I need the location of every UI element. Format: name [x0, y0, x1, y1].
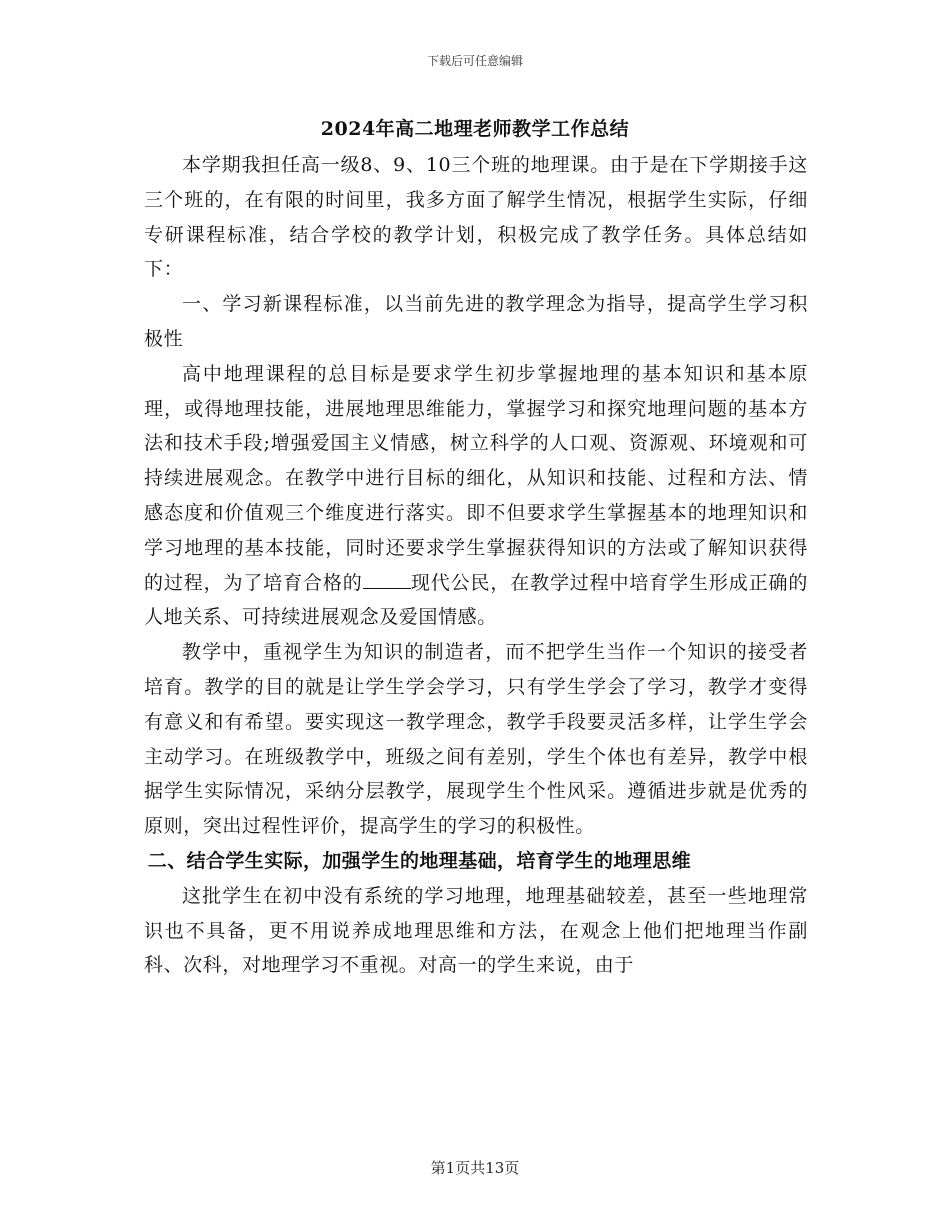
- section-heading-2: [144, 844, 808, 879]
- paragraph-student-situation-text: 这批学生在初中没有系统的学习地理，地理基础较差，甚至一些地理常识也不具备，更不用说养成地理思维和方法，在观念上他们把地理当作副科、次科，对地理学习不重视。对高一的学生来说，由于: [144, 884, 808, 977]
- section-heading-1: [144, 287, 808, 357]
- paragraph-curriculum-goals-text: 高中地理课程的总目标是要求学生初步掌握地理的基本知识和基本原理，或得地理技能，进展地理思维能力，掌握学习和探究地理问题的基本方法和技术手段;增强爱国主义情感，树立科学的人口观、资源观、环境观和可持续进展观念。在教学中进行目标的细化，从知识和技能、过程和方法、情感态度和价值观三个维度进行落实。即不但要求学生掌握基本的地理知识和学习地理的基本技能，同时还要求学生掌握获得知识的方法或了解知识获得的过程，为了培育合格的: [144, 362, 808, 594]
- paragraph-intro-text: 本学期我担任高一级8、9、10三个班的地理课。由于是在下学期接手这三个班的，在有限的时间里，我多方面了解学生情况，根据学生实际，仔细专研课程标准，结合学校的教学计划，积极完成了教学任务。具体总结如下：: [144, 154, 808, 281]
- paragraph-curriculum-goals-cont: 现代公民，在教学过程中培育学生形成正确的人地关系、可持续进展观念及爱国情感。: [144, 571, 808, 629]
- document-title: 2024年高二地理老师教学工作总结: [320, 118, 630, 140]
- paragraph-intro: [144, 148, 808, 287]
- paragraph-student-situation: [144, 879, 808, 983]
- section-heading-2-text: 二、结合学生实际，加强学生的地理基础，培育学生的地理思维: [147, 849, 691, 872]
- paragraph-teaching-method: [144, 635, 808, 844]
- page-footer: 第1页共13页: [430, 1159, 520, 1177]
- header-note: 下载后可任意编辑: [426, 54, 523, 68]
- paragraph-curriculum-goals: [144, 357, 808, 635]
- section-heading-1-text: 一、学习新课程标准，以当前先进的教学理念为指导，提高学生学习积极性: [144, 293, 808, 350]
- fill-in-blank: [363, 570, 411, 589]
- paragraph-teaching-method-text: 教学中，重视学生为知识的制造者，而不把学生当作一个知识的接受者培育。教学的目的就是让学生学会学习，只有学生学会了学习，教学才变得有意义和有希望。要实现这一教学理念，教学手段要灵活多样，让学生学会主动学习。在班级教学中，班级之间有差别，学生个体也有差异，教学中根据学生实际情况，采纳分层教学，展现学生个性风采。遵循进步就是优秀的原则，突出过程性评价，提高学生的学习的积极性。: [144, 641, 808, 838]
- document-body: [144, 148, 808, 983]
